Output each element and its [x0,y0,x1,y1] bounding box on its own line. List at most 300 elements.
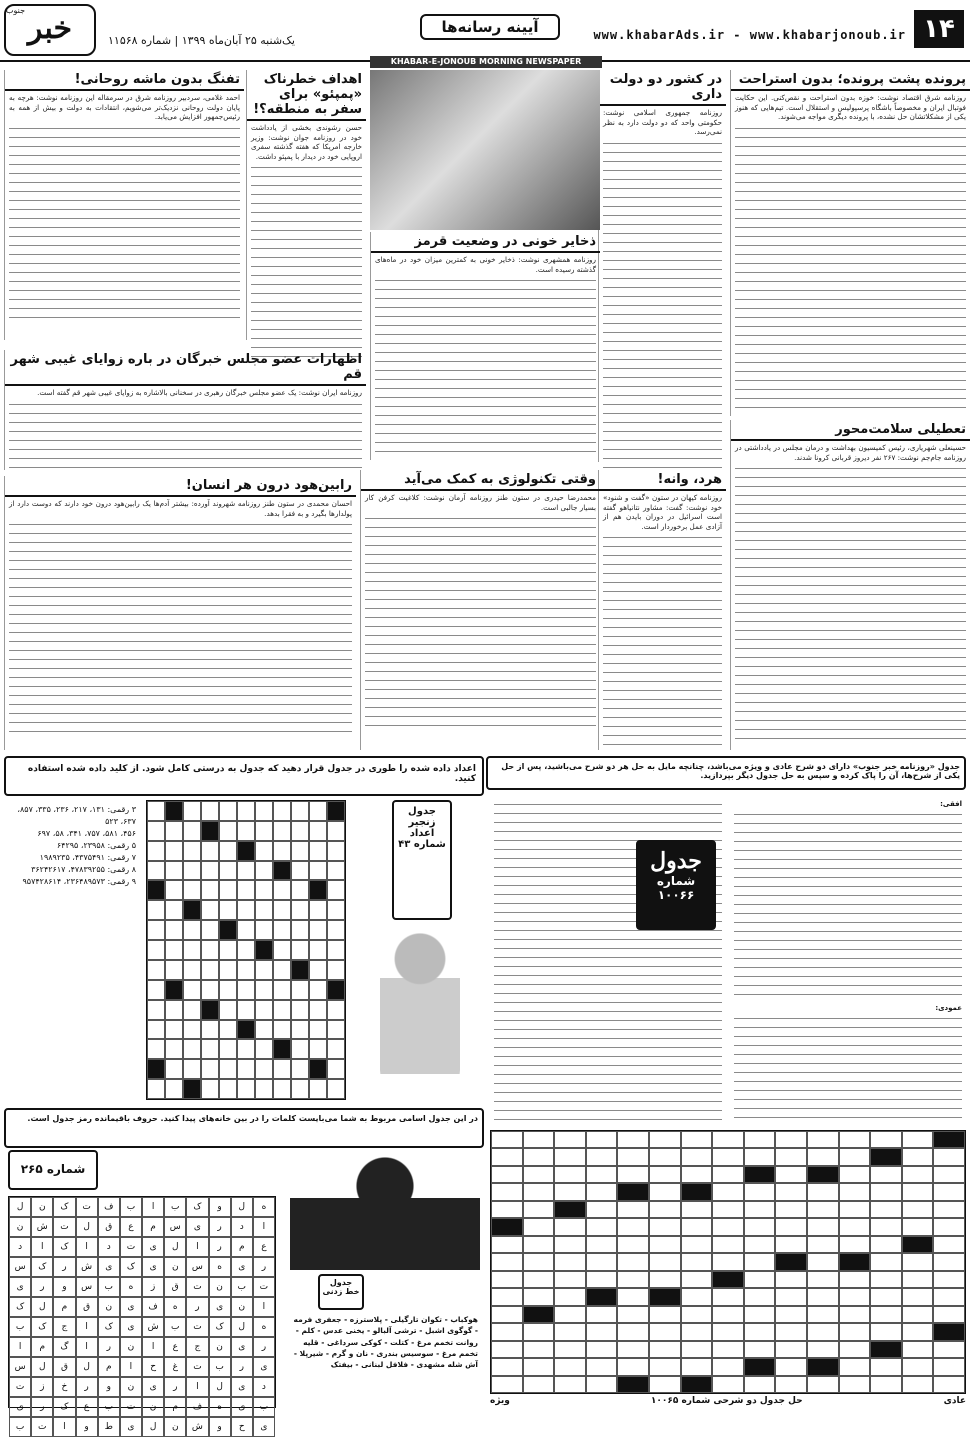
grid-cell[interactable] [681,1253,713,1270]
grid-cell[interactable] [902,1306,934,1323]
grid-cell[interactable] [327,1079,345,1099]
grid-cell[interactable] [870,1323,902,1340]
grid-cell[interactable] [839,1253,871,1270]
grid-cell[interactable]: ج [186,1337,208,1357]
grid-cell[interactable] [870,1341,902,1358]
grid-cell[interactable] [183,1000,201,1020]
grid-cell[interactable] [775,1183,807,1200]
grid-cell[interactable]: ل [31,1297,53,1317]
grid-cell[interactable] [523,1218,555,1235]
grid-cell[interactable]: د [98,1237,120,1257]
grid-cell[interactable] [491,1253,523,1270]
grid-cell[interactable] [523,1323,555,1340]
grid-cell[interactable]: ل [209,1377,231,1397]
grid-cell[interactable]: ی [120,1297,142,1317]
grid-cell[interactable]: ع [120,1217,142,1237]
grid-cell[interactable] [309,1020,327,1040]
grid-cell[interactable] [554,1218,586,1235]
grid-cell[interactable] [902,1236,934,1253]
grid-cell[interactable]: ر [31,1277,53,1297]
grid-cell[interactable] [219,980,237,1000]
grid-cell[interactable] [712,1148,744,1165]
grid-cell[interactable] [839,1183,871,1200]
grid-cell[interactable]: س [186,1257,208,1277]
grid-cell[interactable] [554,1376,586,1393]
grid-cell[interactable] [255,841,273,861]
grid-cell[interactable]: ن [209,1337,231,1357]
grid-cell[interactable] [491,1376,523,1393]
grid-cell[interactable] [775,1218,807,1235]
grid-cell[interactable] [327,880,345,900]
grid-cell[interactable] [807,1376,839,1393]
grid-cell[interactable] [775,1376,807,1393]
grid-cell[interactable] [183,960,201,980]
grid-cell[interactable] [201,920,219,940]
grid-cell[interactable]: ی [209,1297,231,1317]
grid-cell[interactable] [327,900,345,920]
grid-cell[interactable] [649,1323,681,1340]
grid-cell[interactable] [255,861,273,881]
grid-cell[interactable] [309,861,327,881]
grid-cell[interactable] [219,900,237,920]
grid-cell[interactable]: ع [164,1337,186,1357]
grid-cell[interactable]: ک [209,1317,231,1337]
grid-cell[interactable] [712,1183,744,1200]
grid-cell[interactable] [712,1323,744,1340]
grid-cell[interactable] [681,1166,713,1183]
grid-cell[interactable] [291,880,309,900]
grid-cell[interactable]: م [98,1357,120,1377]
grid-cell[interactable]: ک [120,1257,142,1277]
grid-cell[interactable]: ی [253,1417,275,1437]
grid-cell[interactable] [201,821,219,841]
grid-cell[interactable] [775,1253,807,1270]
grid-cell[interactable]: و [53,1277,75,1297]
grid-cell[interactable] [617,1236,649,1253]
grid-cell[interactable] [327,861,345,881]
grid-cell[interactable] [523,1183,555,1200]
grid-cell[interactable] [839,1218,871,1235]
grid-cell[interactable] [870,1148,902,1165]
grid-cell[interactable]: ک [31,1257,53,1277]
grid-cell[interactable]: ش [142,1317,164,1337]
grid-cell[interactable] [617,1271,649,1288]
grid-cell[interactable] [933,1148,965,1165]
grid-cell[interactable]: ا [142,1197,164,1217]
chain-grid[interactable] [146,800,346,1100]
grid-cell[interactable] [554,1148,586,1165]
grid-cell[interactable] [165,880,183,900]
grid-cell[interactable] [201,980,219,1000]
grid-cell[interactable] [523,1306,555,1323]
grid-cell[interactable]: ف [98,1197,120,1217]
grid-cell[interactable] [237,841,255,861]
grid-cell[interactable] [554,1131,586,1148]
grid-cell[interactable]: ه [253,1197,275,1217]
grid-cell[interactable] [183,880,201,900]
grid-cell[interactable] [309,841,327,861]
grid-cell[interactable] [309,920,327,940]
grid-cell[interactable] [183,1059,201,1079]
grid-cell[interactable] [327,1000,345,1020]
grid-cell[interactable] [839,1148,871,1165]
grid-cell[interactable] [681,1131,713,1148]
grid-cell[interactable] [807,1341,839,1358]
grid-cell[interactable] [933,1166,965,1183]
grid-cell[interactable] [902,1166,934,1183]
grid-cell[interactable] [554,1236,586,1253]
grid-cell[interactable] [649,1131,681,1148]
grid-cell[interactable] [586,1288,618,1305]
grid-cell[interactable] [649,1288,681,1305]
grid-cell[interactable] [201,960,219,980]
grid-cell[interactable] [744,1218,776,1235]
grid-cell[interactable]: ح [231,1417,253,1437]
grid-cell[interactable] [219,960,237,980]
grid-cell[interactable]: ی [231,1377,253,1397]
grid-cell[interactable] [775,1201,807,1218]
grid-cell[interactable] [523,1358,555,1375]
grid-cell[interactable] [219,880,237,900]
grid-cell[interactable] [902,1341,934,1358]
grid-cell[interactable] [183,841,201,861]
grid-cell[interactable] [165,980,183,1000]
grid-cell[interactable]: خ [53,1377,75,1397]
grid-cell[interactable] [839,1166,871,1183]
grid-cell[interactable] [839,1131,871,1148]
grid-cell[interactable] [839,1201,871,1218]
grid-cell[interactable] [273,1000,291,1020]
grid-cell[interactable]: ن [9,1217,31,1237]
grid-cell[interactable] [870,1166,902,1183]
grid-cell[interactable] [839,1271,871,1288]
grid-cell[interactable] [237,1079,255,1099]
grid-cell[interactable]: ت [253,1277,275,1297]
grid-cell[interactable]: ق [164,1277,186,1297]
grid-cell[interactable]: ن [31,1197,53,1217]
grid-cell[interactable] [327,1059,345,1079]
grid-cell[interactable]: د [231,1217,253,1237]
grid-cell[interactable]: ی [231,1337,253,1357]
grid-cell[interactable]: ر [209,1217,231,1237]
grid-cell[interactable] [744,1376,776,1393]
grid-cell[interactable] [201,841,219,861]
grid-cell[interactable] [255,920,273,940]
grid-cell[interactable] [933,1323,965,1340]
grid-cell[interactable]: ب [120,1197,142,1217]
grid-cell[interactable]: ت [186,1317,208,1337]
grid-cell[interactable] [237,1059,255,1079]
grid-cell[interactable] [165,861,183,881]
site-url[interactable]: www.khabarAds.ir - www.khabarjonoub.ir [593,28,906,42]
grid-cell[interactable] [617,1253,649,1270]
grid-cell[interactable] [681,1236,713,1253]
grid-cell[interactable] [237,920,255,940]
grid-cell[interactable] [744,1236,776,1253]
grid-cell[interactable] [649,1183,681,1200]
grid-cell[interactable]: م [231,1237,253,1257]
grid-cell[interactable] [839,1358,871,1375]
grid-cell[interactable]: ی [186,1217,208,1237]
grid-cell[interactable] [807,1323,839,1340]
grid-cell[interactable] [491,1288,523,1305]
grid-cell[interactable] [807,1253,839,1270]
grid-cell[interactable]: ر [253,1257,275,1277]
grid-cell[interactable] [617,1218,649,1235]
grid-cell[interactable]: س [9,1257,31,1277]
grid-cell[interactable]: ب [164,1317,186,1337]
word-grid[interactable] [8,1196,276,1432]
grid-cell[interactable] [586,1201,618,1218]
grid-cell[interactable] [586,1148,618,1165]
grid-cell[interactable] [807,1271,839,1288]
grid-cell[interactable] [839,1376,871,1393]
grid-cell[interactable] [165,1020,183,1040]
grid-cell[interactable] [554,1323,586,1340]
grid-cell[interactable] [649,1253,681,1270]
grid-cell[interactable] [147,980,165,1000]
grid-cell[interactable] [554,1306,586,1323]
grid-cell[interactable] [902,1323,934,1340]
grid-cell[interactable] [183,801,201,821]
grid-cell[interactable] [183,1020,201,1040]
grid-cell[interactable] [712,1341,744,1358]
grid-cell[interactable]: س [9,1357,31,1377]
grid-cell[interactable] [291,1059,309,1079]
grid-cell[interactable] [291,841,309,861]
grid-cell[interactable] [523,1271,555,1288]
grid-cell[interactable] [807,1166,839,1183]
grid-cell[interactable] [586,1341,618,1358]
grid-cell[interactable] [902,1131,934,1148]
grid-cell[interactable] [523,1288,555,1305]
grid-cell[interactable] [744,1253,776,1270]
grid-cell[interactable] [649,1306,681,1323]
grid-cell[interactable] [491,1218,523,1235]
grid-cell[interactable] [617,1148,649,1165]
grid-cell[interactable] [933,1183,965,1200]
grid-cell[interactable] [165,801,183,821]
grid-cell[interactable] [681,1218,713,1235]
grid-cell[interactable]: ب [209,1357,231,1377]
grid-cell[interactable] [165,841,183,861]
grid-cell[interactable] [147,1039,165,1059]
grid-cell[interactable] [554,1288,586,1305]
grid-cell[interactable] [491,1148,523,1165]
grid-cell[interactable] [586,1358,618,1375]
grid-cell[interactable]: ا [120,1357,142,1377]
grid-cell[interactable] [273,960,291,980]
grid-cell[interactable] [712,1253,744,1270]
grid-cell[interactable] [839,1288,871,1305]
grid-cell[interactable]: ت [9,1377,31,1397]
grid-cell[interactable]: ا [53,1417,75,1437]
grid-cell[interactable] [744,1166,776,1183]
grid-cell[interactable] [523,1341,555,1358]
grid-cell[interactable]: ی [142,1257,164,1277]
grid-cell[interactable] [309,940,327,960]
grid-cell[interactable] [201,1059,219,1079]
grid-cell[interactable] [649,1341,681,1358]
grid-cell[interactable]: ا [76,1337,98,1357]
grid-cell[interactable] [902,1201,934,1218]
grid-cell[interactable]: ب [98,1277,120,1297]
grid-cell[interactable] [902,1253,934,1270]
grid-cell[interactable] [219,1020,237,1040]
grid-cell[interactable] [273,801,291,821]
grid-cell[interactable] [491,1131,523,1148]
grid-cell[interactable] [681,1341,713,1358]
grid-cell[interactable] [165,1000,183,1020]
grid-cell[interactable] [744,1341,776,1358]
grid-cell[interactable] [165,1079,183,1099]
grid-cell[interactable] [775,1358,807,1375]
grid-cell[interactable] [617,1341,649,1358]
grid-cell[interactable] [933,1376,965,1393]
grid-cell[interactable]: ن [142,1397,164,1417]
grid-cell[interactable]: ا [9,1337,31,1357]
grid-cell[interactable] [219,1039,237,1059]
grid-cell[interactable] [165,940,183,960]
grid-cell[interactable]: م [164,1397,186,1417]
grid-cell[interactable] [147,1059,165,1079]
grid-cell[interactable] [807,1183,839,1200]
grid-cell[interactable]: ت [53,1217,75,1237]
grid-cell[interactable] [491,1236,523,1253]
grid-cell[interactable] [649,1358,681,1375]
grid-cell[interactable]: ه [209,1397,231,1417]
grid-cell[interactable] [237,960,255,980]
grid-cell[interactable] [775,1271,807,1288]
grid-cell[interactable]: م [53,1297,75,1317]
grid-cell[interactable]: ر [76,1377,98,1397]
grid-cell[interactable] [523,1166,555,1183]
grid-cell[interactable] [201,1039,219,1059]
grid-cell[interactable]: و [98,1377,120,1397]
grid-cell[interactable] [933,1306,965,1323]
grid-cell[interactable]: و [209,1197,231,1217]
grid-cell[interactable]: م [142,1217,164,1237]
grid-cell[interactable] [523,1236,555,1253]
grid-cell[interactable] [586,1306,618,1323]
grid-cell[interactable]: ب [98,1397,120,1417]
grid-cell[interactable]: ک [9,1297,31,1317]
grid-cell[interactable] [201,900,219,920]
grid-cell[interactable] [147,1020,165,1040]
grid-cell[interactable]: ر [253,1337,275,1357]
grid-cell[interactable]: ل [76,1357,98,1377]
grid-cell[interactable] [309,1000,327,1020]
grid-cell[interactable] [237,861,255,881]
grid-cell[interactable] [327,960,345,980]
grid-cell[interactable] [309,1059,327,1079]
grid-cell[interactable] [273,900,291,920]
grid-cell[interactable] [586,1236,618,1253]
grid-cell[interactable]: ق [98,1217,120,1237]
grid-cell[interactable] [554,1201,586,1218]
grid-cell[interactable]: ک [53,1397,75,1417]
grid-cell[interactable] [201,880,219,900]
grid-cell[interactable]: ک [53,1237,75,1257]
grid-cell[interactable] [744,1358,776,1375]
grid-cell[interactable] [807,1131,839,1148]
grid-cell[interactable] [273,920,291,940]
grid-cell[interactable]: ی [253,1357,275,1377]
grid-cell[interactable] [523,1376,555,1393]
grid-cell[interactable] [744,1306,776,1323]
grid-cell[interactable] [617,1323,649,1340]
grid-cell[interactable] [554,1183,586,1200]
grid-cell[interactable] [681,1306,713,1323]
grid-cell[interactable] [327,940,345,960]
grid-cell[interactable] [649,1166,681,1183]
grid-cell[interactable] [807,1288,839,1305]
grid-cell[interactable] [839,1323,871,1340]
grid-cell[interactable] [870,1131,902,1148]
grid-cell[interactable] [327,980,345,1000]
grid-cell[interactable] [775,1131,807,1148]
grid-cell[interactable]: ی [98,1257,120,1277]
grid-cell[interactable]: س [76,1277,98,1297]
grid-cell[interactable] [309,980,327,1000]
grid-cell[interactable] [255,801,273,821]
grid-cell[interactable] [219,841,237,861]
grid-cell[interactable]: و [209,1417,231,1437]
grid-cell[interactable] [255,940,273,960]
grid-cell[interactable] [147,900,165,920]
grid-cell[interactable]: ق [76,1297,98,1317]
grid-cell[interactable] [273,1039,291,1059]
grid-cell[interactable]: ت [186,1277,208,1297]
grid-cell[interactable]: ع [76,1397,98,1417]
grid-cell[interactable] [147,841,165,861]
grid-cell[interactable] [586,1253,618,1270]
grid-cell[interactable]: ز [31,1377,53,1397]
grid-cell[interactable]: س [164,1217,186,1237]
grid-cell[interactable] [902,1288,934,1305]
grid-cell[interactable] [554,1253,586,1270]
grid-cell[interactable] [165,1059,183,1079]
grid-cell[interactable]: ی [231,1397,253,1417]
grid-cell[interactable] [617,1131,649,1148]
grid-cell[interactable] [775,1341,807,1358]
grid-cell[interactable]: ی [9,1397,31,1417]
crossword-grid[interactable] [490,1130,966,1394]
grid-cell[interactable] [681,1148,713,1165]
grid-cell[interactable] [309,900,327,920]
grid-cell[interactable]: ا [253,1297,275,1317]
grid-cell[interactable] [744,1288,776,1305]
grid-cell[interactable] [807,1218,839,1235]
grid-cell[interactable] [309,1039,327,1059]
grid-cell[interactable] [870,1358,902,1375]
grid-cell[interactable]: ح [142,1357,164,1377]
grid-cell[interactable] [219,861,237,881]
grid-cell[interactable] [744,1271,776,1288]
grid-cell[interactable] [681,1288,713,1305]
grid-cell[interactable] [201,1020,219,1040]
grid-cell[interactable] [681,1323,713,1340]
grid-cell[interactable] [807,1358,839,1375]
grid-cell[interactable] [237,1020,255,1040]
grid-cell[interactable]: ش [186,1417,208,1437]
grid-cell[interactable]: ت [120,1237,142,1257]
grid-cell[interactable] [681,1376,713,1393]
grid-cell[interactable] [870,1288,902,1305]
grid-cell[interactable] [491,1306,523,1323]
grid-cell[interactable] [273,1079,291,1099]
grid-cell[interactable] [649,1201,681,1218]
